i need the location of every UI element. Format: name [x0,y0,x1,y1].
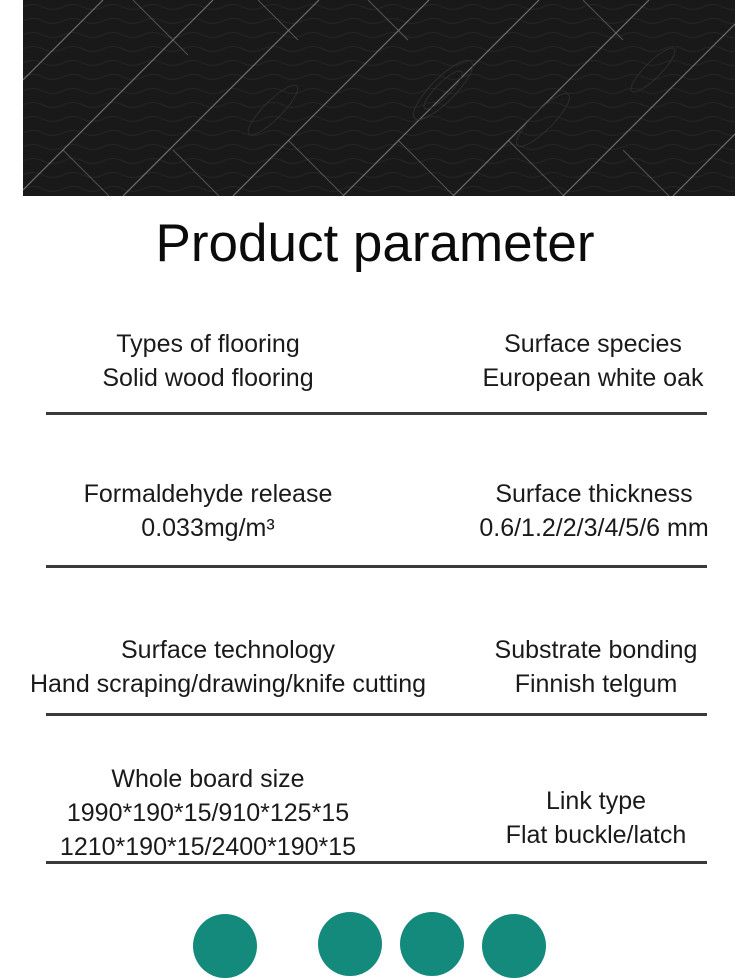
herringbone-pattern [23,0,735,196]
circle-icon [482,914,546,978]
param-value: 0.033mg/m³ [141,514,275,542]
param-label: Formaldehyde release [83,480,333,508]
param-label: Surface technology [120,636,336,664]
divider [46,412,707,415]
param-surface-technology [2,633,454,701]
param-substrate-bonding [466,633,726,701]
param-link-type [466,784,726,852]
param-label: Link type [545,787,647,815]
circle-icon [193,914,257,978]
param-value: 1990*190*15/910*125*15 [66,799,350,827]
flooring-hero-image [23,0,735,196]
decorative-circles [0,912,750,952]
param-surface-species [452,327,734,395]
divider [46,565,707,568]
param-label: Surface thickness [495,480,693,508]
param-whole-board-size [30,762,386,864]
param-label: Types of flooring [116,330,300,358]
param-value: European white oak [482,364,704,392]
param-label: Whole board size [111,765,305,793]
param-value-2: 1210*190*15/2400*190*15 [59,833,357,861]
page-title: Product parameter [155,214,595,273]
param-label: Surface species [504,330,682,358]
circle-icon [400,912,464,976]
divider [46,861,707,864]
param-label: Substrate bonding [494,636,698,664]
param-value: Flat buckle/latch [505,821,687,849]
divider [46,713,707,716]
param-value: Solid wood flooring [102,364,314,392]
param-value: Finnish telgum [514,670,678,698]
circle-icon [318,912,382,976]
param-formaldehyde-release [40,477,376,545]
param-value: 0.6/1.2/2/3/4/5/6 mm [479,514,709,542]
param-value: Hand scraping/drawing/knife cutting [29,670,427,698]
param-types-of-flooring [60,327,356,395]
param-surface-thickness [456,477,732,545]
